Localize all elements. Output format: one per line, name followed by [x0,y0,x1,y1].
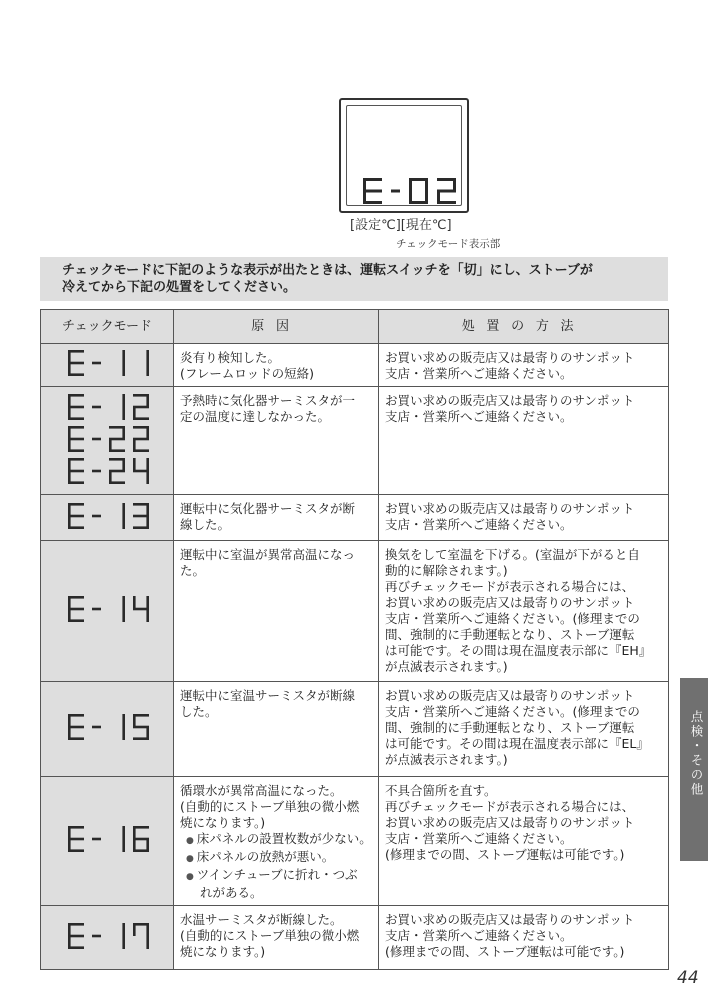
segment-d [133,449,149,452]
error-code-segments [62,500,152,536]
segment-f [68,923,71,936]
segment-b [146,350,149,363]
error-code-cell [41,344,174,387]
remedy-line: お買い求めの販売店又は最寄りのサンポット [385,350,635,365]
segment-d [363,201,382,204]
segment-dash [92,405,101,408]
segment-f [68,596,71,609]
remedy-line: 換気をして室温を下げる。(室温が下がると自 [385,547,640,562]
segment-d [109,449,125,452]
cause-bullet [180,885,374,901]
segment-c [122,936,125,949]
error-code-cell [41,387,174,495]
remedy-cell [379,495,669,541]
label-bracket-right: ] [446,218,452,233]
cause-line: (フレームロッドの短絡) [180,366,315,381]
cause-cell [174,495,379,541]
segment-d [68,849,84,852]
segment-b [146,503,149,516]
error-code-cell [41,541,174,682]
cause-line: 運転中に気化器サーミスタが断 [180,501,356,516]
check-mode-display [339,98,469,213]
segment-d [133,737,149,740]
segment-b [146,426,149,439]
segment-b [146,458,149,471]
remedy-line: お買い求めの販売店又は最寄りのサンポット [385,595,635,610]
remedy-line: お買い求めの販売店又は最寄りのサンポット [385,815,635,830]
cause-line: 焼になります。) [180,944,266,959]
segment-b [122,826,125,839]
side-tab-label: 点検・その他 [689,710,704,797]
error-code-cell [41,906,174,970]
cause-line: 運転中に室温が異常高温になっ [180,547,356,562]
segment-b [122,350,125,363]
segment-c [122,516,125,529]
cause-line: (自動的にストーブ単独の微小燃 [180,799,360,814]
cause-line: 循環水が異常高温になった。 [180,783,343,798]
segment-f [68,714,71,727]
remedy-line: 支店・営業所へご連絡ください。 [385,409,573,424]
segment-b [146,394,149,407]
cause-line: 焼になります。) [180,815,266,830]
segment-f [68,826,71,839]
segment-f [68,503,71,516]
segment-f [133,458,136,471]
table-row [41,777,669,906]
segment-d [133,526,149,529]
bullet-text: 床パネルの放熱が悪い。 [196,849,335,864]
remedy-line: お買い求めの販売店又は最寄りのサンポット [385,393,635,408]
error-code-segments [62,391,152,491]
remedy-line: お買い求めの販売店又は最寄りのサンポット [385,912,635,927]
display-caption: チェックモード表示部 [396,238,501,250]
segment-d [68,481,84,484]
segment-c [122,839,125,852]
error-code-cell [41,682,174,777]
segment-c [122,363,125,376]
display-segment-code [341,100,471,215]
remedy-line: 動的に解除されます。) [385,563,508,578]
check-mode-table [40,309,669,970]
bullet-text: ツインチューブに折れ・つぶ [196,867,358,882]
segment-c [146,363,149,376]
header-cause: 原因 [174,310,379,344]
table-row [41,495,669,541]
segment-b [122,596,125,609]
table-header-row [41,310,669,344]
segment-f [133,714,136,727]
error-code-segments [62,920,152,956]
segment-d [68,737,84,740]
cause-line: 定の温度に達しなかった。 [180,409,331,424]
segment-dash [92,437,101,440]
error-code-segments [62,593,152,629]
remedy-line: (修理までの間、ストーブ運転は可能です。) [385,847,625,862]
segment-d [68,619,84,622]
segment-b [122,923,125,936]
segment-c [146,936,149,949]
section-side-tab [680,678,708,861]
remedy-cell [379,541,669,682]
segment-f [68,458,71,471]
segment-b [122,394,125,407]
segment-d [133,417,149,420]
remedy-line: が点滅表示されます。) [385,752,508,767]
notice-line-2: 冷えてから下記の処置をしてください。 [62,280,297,295]
segment-f [68,426,71,439]
segment-c [122,407,125,420]
segment-f [68,350,71,363]
remedy-line: 支店・営業所へご連絡ください。(修理までの [385,704,640,719]
remedy-line: 支店・営業所へご連絡ください。 [385,517,573,532]
segment-b [425,178,428,191]
error-code-segments [62,711,152,747]
segment-dash [92,838,101,841]
segment-b [146,923,149,936]
segment-f [68,394,71,407]
remedy-line: 間、強制的に手動運転となり、ストーブ運転 [385,627,635,642]
segment-b [122,714,125,727]
cause-line: 水温サーミスタが断線した。 [180,912,343,927]
segment-c [122,609,125,622]
cause-cell [174,541,379,682]
error-code-segments [62,347,152,383]
segment-f [363,178,366,191]
table-row [41,387,669,495]
table-row [41,344,669,387]
label-set-temp: 設定℃ [355,218,396,233]
segment-e [409,191,412,204]
bullet-dot-icon: ● [186,836,197,846]
table-row [41,906,669,970]
label-current-temp: 現在℃ [405,218,447,233]
remedy-cell [379,777,669,906]
segment-dash [391,190,400,193]
segment-dash [92,469,101,472]
remedy-line: 支店・営業所へご連絡ください。(修理までの [385,611,640,626]
segment-f [133,826,136,839]
cause-line: 運転中に室温サーミスタが断線 [180,688,356,703]
segment-dash [92,726,101,729]
cause-line: 炎有り検知した。 [180,350,281,365]
remedy-cell [379,682,669,777]
segment-f [133,596,136,609]
table-row [41,682,669,777]
cause-line: た。 [180,563,206,578]
bullet-dot-icon: ● [186,872,197,882]
segment-b [122,426,125,439]
segment-c [122,727,125,740]
segment-c [146,471,149,484]
bullet-text: れがある。 [200,885,263,900]
notice-box [40,257,668,301]
segment-f [409,178,412,191]
remedy-line: (修理までの間、ストーブ運転は可能です。) [385,944,625,959]
cause-cell [174,777,379,906]
remedy-line: は可能です。その間は現在温度表示部に『EH』 [385,643,652,658]
cause-cell [174,906,379,970]
cause-bullet [180,867,374,885]
remedy-line: 間、強制的に手動運転となり、ストーブ運転 [385,720,635,735]
cause-line: した。 [180,704,218,719]
segment-d [68,526,84,529]
segment-d [68,373,84,376]
cause-cell [174,387,379,495]
segment-d [68,946,84,949]
segment-b [122,458,125,471]
segment-b [453,178,456,191]
remedy-line: 支店・営業所へご連絡ください。 [385,366,573,381]
segment-d [68,449,84,452]
segment-dash [92,934,101,937]
page-number: 44 [677,968,699,988]
remedy-cell [379,344,669,387]
cause-cell [174,682,379,777]
header-remedy: 処置の方法 [379,310,669,344]
segment-d [109,481,125,484]
label-bracket-mid: ][ [395,218,406,233]
error-code-segments [62,823,152,859]
segment-dash [92,514,101,517]
segment-c [146,839,149,852]
remedy-line: お買い求めの販売店又は最寄りのサンポット [385,501,635,516]
remedy-line: 支店・営業所へご連絡ください。 [385,831,573,846]
segment-b [146,596,149,609]
segment-dash [92,608,101,611]
label-bracket-left: [ [350,218,356,233]
remedy-line: お買い求めの販売店又は最寄りのサンポット [385,688,635,703]
remedy-line: 不具合箇所を直す。 [385,783,497,798]
cause-bullet [180,831,374,849]
notice-line-1: チェックモードに下記のような表示が出たときは、運転スイッチを「切」にし、ストーブが [62,263,593,278]
error-code-cell [41,495,174,541]
segment-c [146,609,149,622]
remedy-line: 再びチェックモードが表示される場合には、 [385,799,635,814]
remedy-line: は可能です。その間は現在温度表示部に『EL』 [385,736,649,751]
cause-line: (自動的にストーブ単独の微小燃 [180,928,360,943]
segment-d [68,417,84,420]
remedy-line: 再びチェックモードが表示される場合には、 [385,579,635,594]
display-labels [350,214,452,233]
segment-b [122,503,125,516]
remedy-cell [379,387,669,495]
cause-line: 予熱時に気化器サーミスタが一 [180,393,356,408]
segment-dash [92,362,101,365]
bullet-text: 床パネルの設置枚数が少ない。 [196,831,372,846]
remedy-cell [379,906,669,970]
cause-cell [174,344,379,387]
segment-d [437,201,456,204]
cause-bullet [180,849,374,867]
remedy-line: 支店・営業所へご連絡ください。 [385,928,573,943]
error-code-cell [41,777,174,906]
bullet-dot-icon: ● [186,854,197,864]
remedy-line: が点滅表示されます。) [385,659,508,674]
cause-line: 線した。 [180,517,231,532]
table-row [41,541,669,682]
header-check-mode: チェックモード [41,310,174,344]
